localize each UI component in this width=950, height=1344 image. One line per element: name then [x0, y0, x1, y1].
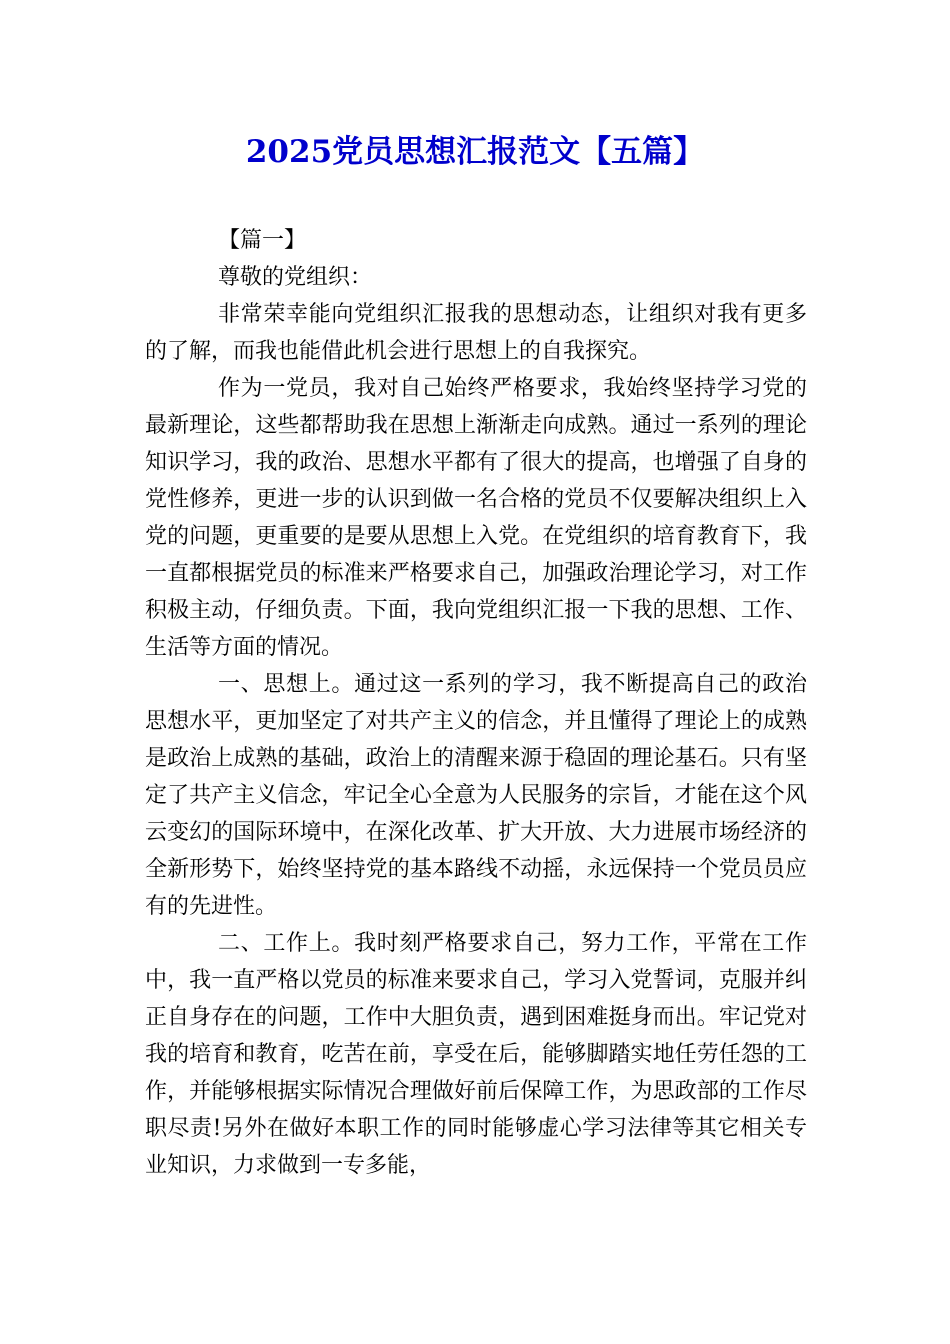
paragraph-4: 二、工作上。我时刻严格要求自己，努力工作，平常在工作中，我一直严格以党员的标准来要求自己，学习入党誓词，克服并纠正自身存在的问题，工作中大胆负责，遇到困难挺身而出。牢记党对我的培育和教育，吃苦在前，享受在后，能够脚踏实地任劳任怨的工作，并能够根据实际情况合理做好前后保障工作，为思政部的工作尽职尽责!另外在做好本职工作的同时能够虚心学习法律等其它相关专业知识，力求做到一专多能，	[145, 931, 807, 1178]
paragraph-1: 非常荣幸能向党组织汇报我的思想动态，让组织对我有更多的了解，而我也能借此机会进行思想上的自我探究。	[145, 302, 807, 364]
paragraph-3: 一、思想上。通过这一系列的学习，我不断提高自己的政治思想水平，更加坚定了对共产主义的信念，并且懂得了理论上的成熟是政治上成熟的基础，政治上的清醒来源于稳固的理论基石。只有坚定了共产主义信念，牢记全心全意为人民服务的宗旨，才能在这个风云变幻的国际环境中，在深化改革、扩大开放、大力进展市场经济的全新形势下，始终坚持党的基本路线不动摇，永远保持一个党员员应有的先进性。	[145, 672, 807, 919]
section-heading: 【篇一】	[218, 228, 307, 253]
paragraph-2: 作为一党员，我对自己始终严格要求，我始终坚持学习党的最新理论，这些都帮助我在思想上渐渐走向成熟。通过一系列的理论知识学习，我的政治、思想水平都有了很大的提高，也增强了自身的党性修养，更进一步的认识到做一名合格的党员不仅要解决组织上入党的问题，更重要的是要从思想上入党。在党组织的培育教育下，我一直都根据党员的标准来严格要求自己，加强政治理论学习，对工作积极主动，仔细负责。下面，我向党组织汇报一下我的思想、工作、生活等方面的情况。	[145, 376, 807, 660]
document-body	[145, 222, 807, 1184]
document-title: 2025党员思想汇报范文【五篇】	[245, 134, 705, 170]
salutation: 尊敬的党组织：	[218, 265, 373, 290]
